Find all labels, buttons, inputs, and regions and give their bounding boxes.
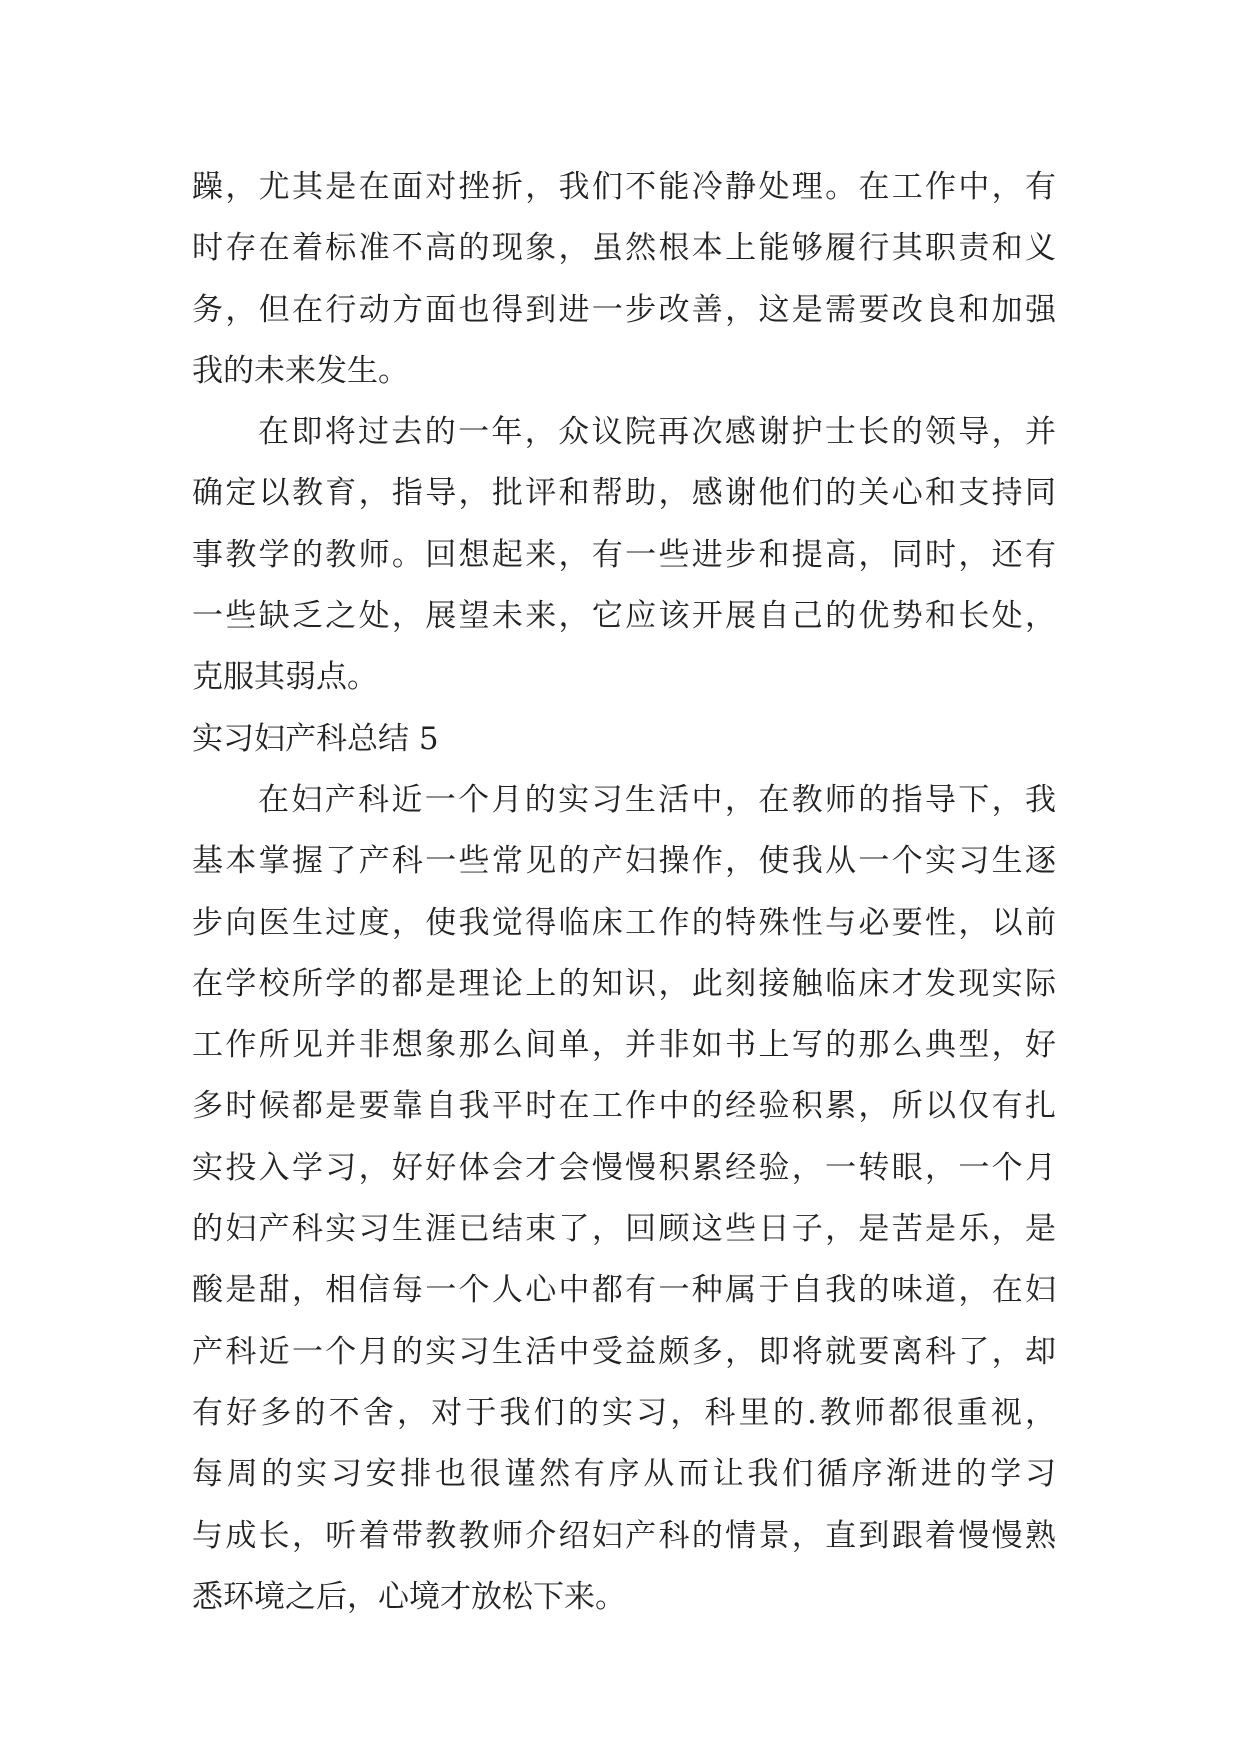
text-line: 基本掌握了产科一些常见的产妇操作，使我从一个实习生逐 (192, 843, 1056, 880)
text-line: 事教学的教师。回想起来，有一些进步和提高，同时，还有 (192, 536, 1056, 573)
text-line: 悉环境之后，心境才放松下来。 (192, 1578, 626, 1615)
paragraph-section-5 (192, 770, 1056, 1628)
section-heading: 实习妇产科总结 5 (192, 720, 439, 757)
text-line: 有好多的不舍，对于我们的实习，科里的.教师都很重视， (192, 1394, 1056, 1431)
text-line: 一些缺乏之处，展望未来，它应该开展自己的优势和长处， (192, 598, 1056, 635)
document-body (192, 157, 1056, 1628)
text-line: 的妇产科实习生涯已结束了，回顾这些日子，是苦是乐，是 (192, 1211, 1056, 1248)
text-line: 实投入学习，好好体会才会慢慢积累经验，一转眼，一个月 (192, 1149, 1056, 1186)
text-line: 确定以教育，指导，批评和帮助，感谢他们的关心和支持同 (192, 475, 1056, 512)
text-line: 产科近一个月的实习生活中受益颇多，即将就要离科了，却 (192, 1333, 1056, 1370)
text-line: 在妇产科近一个月的实习生活中，在教师的指导下，我 (258, 781, 1056, 818)
text-line: 步向医生过度，使我觉得临床工作的特殊性与必要性，以前 (192, 904, 1056, 941)
text-line: 克服其弱点。 (192, 659, 378, 696)
text-line: 躁，尤其是在面对挫折，我们不能冷静处理。在工作中，有 (192, 169, 1056, 205)
text-line: 与成长，听着带教教师介绍妇产科的情景，直到跟着慢慢熟 (192, 1517, 1056, 1554)
text-line: 每周的实习安排也很谨然有序从而让我们循序渐进的学习 (192, 1456, 1056, 1493)
text-line: 多时候都是要靠自我平时在工作中的经验积累，所以仅有扎 (192, 1088, 1056, 1125)
text-line: 时存在着标准不高的现象，虽然根本上能够履行其职责和义 (192, 230, 1056, 267)
text-line: 在学校所学的都是理论上的知识，此刻接触临床才发现实际 (192, 965, 1056, 1002)
text-line: 务，但在行动方面也得到进一步改善，这是需要改良和加强 (192, 291, 1056, 328)
text-line: 在即将过去的一年，众议院再次感谢护士长的领导，并 (258, 414, 1056, 451)
text-line: 工作所见并非想象那么间单，并非如书上写的那么典型，好 (192, 1027, 1056, 1064)
paragraph-year-end (192, 402, 1056, 708)
text-line: 酸是甜，相信每一个人心中都有一种属于自我的味道，在妇 (192, 1272, 1056, 1309)
paragraph-continued (192, 157, 1056, 402)
text-line: 我的未来发生。 (192, 352, 409, 389)
